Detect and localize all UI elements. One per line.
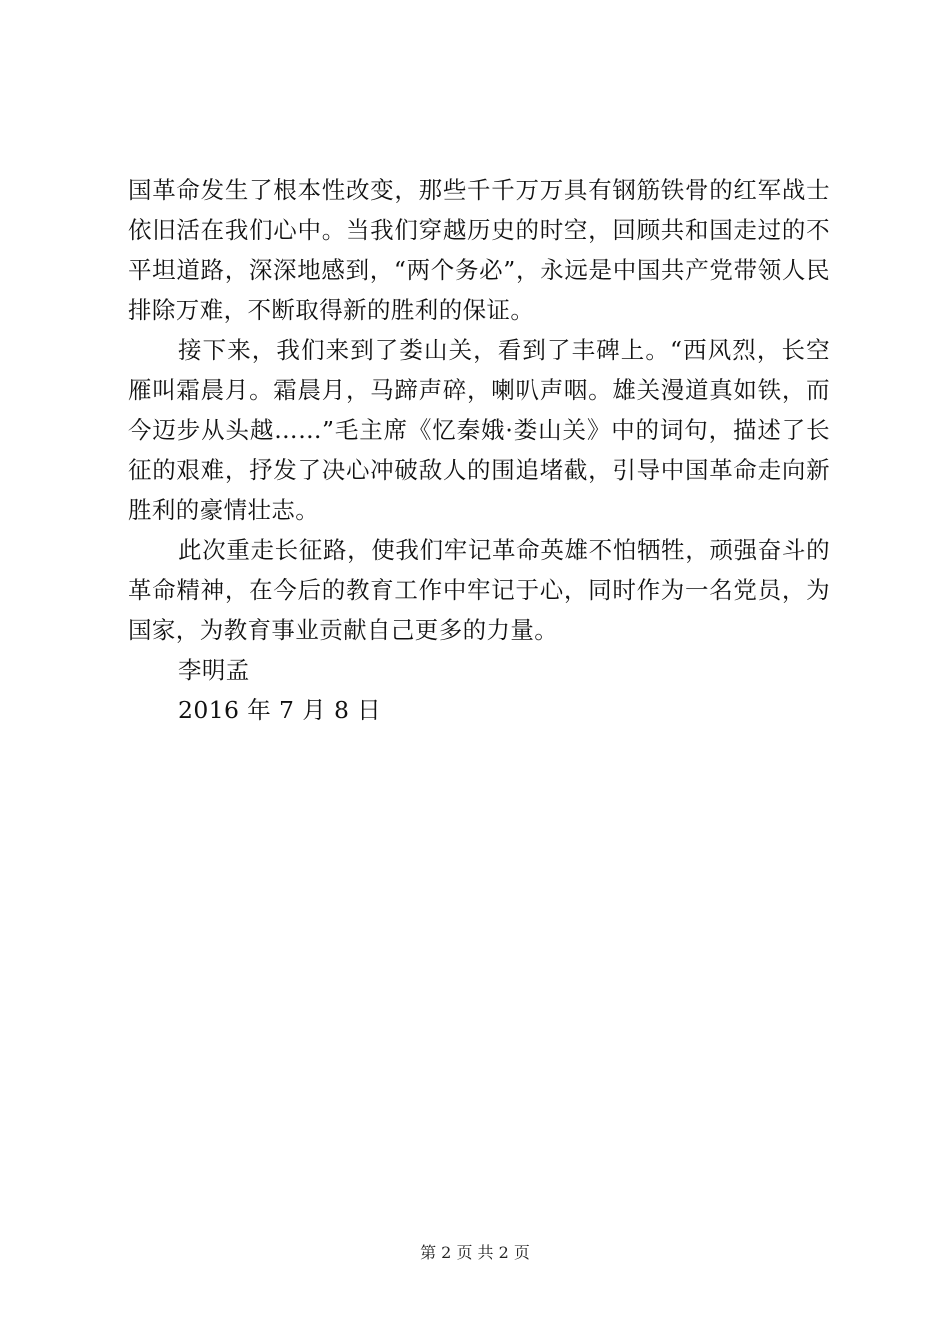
signature-name: 李明孟 [178,656,250,684]
paragraph-continuation: 国革命发生了根本性改变，那些千千万万具有钢筋铁骨的红军战士依旧活在我们心中。当我们穿越历史的时空，回顾共和国走过的不平坦道路，深深地感到，“两个务必”，永远是中国共产党带领人民排除万难，不断取得新的胜利的保证。 [128,176,830,324]
paragraph-loushanguan: 接下来，我们来到了娄山关，看到了丰碑上。“西风烈，长空雁叫霜晨月。霜晨月，马蹄声碎，喇叭声咽。雄关漫道真如铁，而今迈步从头越……”毛主席《忆秦娥·娄山关》中的词句，描述了长征的艰难，抒发了决心冲破敌人的围追堵截，引导中国革命走向新胜利的豪情壮志。 [128,336,830,524]
signature-date: 2016 年 7 月 8 日 [178,696,382,724]
page-footer: 第 2 页 共 2 页 [420,1243,530,1262]
paragraph-conclusion: 此次重走长征路，使我们牢记革命英雄不怕牺牲，顽强奋斗的革命精神，在今后的教育工作中牢记于心，同时作为一名党员，为国家，为教育事业贡献自己更多的力量。 [128,536,830,644]
document-body [128,170,830,730]
